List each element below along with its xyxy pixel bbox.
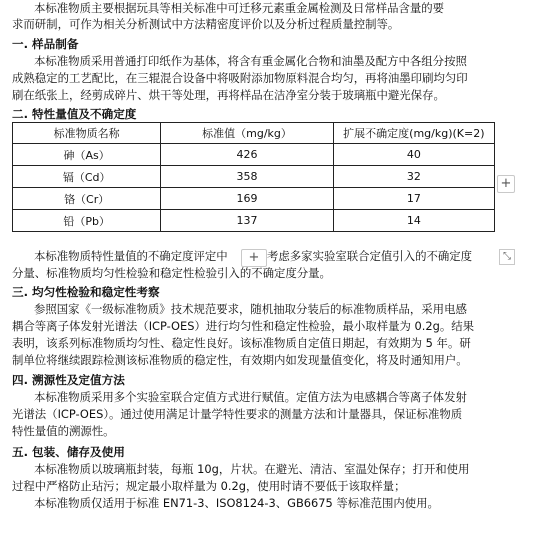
table-header-cell: 扩展不确定度(mg/kg)(K=2)	[333, 123, 494, 144]
section-1-line: 刷在纸张上，经剪成碎片、烘干等处理，再将样品在洁净室分装于玻璃瓶中避光保存。	[12, 88, 445, 102]
intro-line-2: 求而研制，可作为相关分析测试中方法精密度评价以及分析过程质量控制等。	[12, 17, 400, 31]
section-4-line: 特性量值的溯源性。	[12, 424, 115, 438]
table-cell-name: 砷（As）	[13, 144, 161, 166]
section-2-heading: 二. 特性量值及不确定度	[12, 107, 137, 121]
table-cell-name: 铬（Cr）	[13, 188, 161, 210]
add-column-button[interactable]: +	[497, 175, 515, 193]
section-1-heading: 一. 样品制备	[12, 37, 79, 51]
section-2-note-line-2: 分量、标准物质均匀性检验和稳定性检验引入的不确定度分量。	[12, 266, 331, 280]
table-cell-value: 358	[161, 166, 333, 188]
table-cell-uncertainty: 40	[333, 144, 494, 166]
table-header-cell: 标准物质名称	[13, 123, 161, 144]
section-2-note-line-1a: 本标准物质特性量值的不确定度评定中	[34, 249, 228, 263]
add-row-button[interactable]: +	[241, 249, 267, 267]
table-cell-uncertainty: 14	[333, 210, 494, 232]
intro-line-1: 本标准物质主要根据玩具等相关标准中可迁移元素重金属检测及日常样品含量的要	[34, 1, 445, 15]
section-3-line: 耦合等离子体发射光谱法（ICP-OES）进行均匀性和稳定性检验，最小取样量为 0.2g。结果	[12, 319, 475, 333]
table-cell-name: 镉（Cd）	[13, 166, 161, 188]
table-cell-name: 铅（Pb）	[13, 210, 161, 232]
section-5-line: 过程中严格防止玷污；规定最小取样量为 0.2g，使用时请不要低于该取样量；	[12, 479, 406, 493]
table-cell-value: 169	[161, 188, 333, 210]
section-5-line: 本标准物质以玻璃瓶封装，每瓶 10g，片状。在避光、清洁、室温处保存；打开和使用	[34, 462, 470, 476]
section-3-line: 表明，该系列标准物质均匀性、稳定性良好。该标准物质自定值日期起，有效期为 5 年。研	[12, 336, 471, 350]
table-cell-uncertainty: 32	[333, 166, 494, 188]
section-4-heading: 四. 溯源性及定值方法	[12, 373, 125, 387]
section-3-line: 制单位将继续跟踪检测该标准物质的稳定性，有效期内如发现量值变化，将及时通知用户。	[12, 353, 468, 367]
table-header-cell: 标准值（mg/kg）	[161, 123, 333, 144]
table-row	[13, 166, 495, 188]
section-3-heading: 三. 均匀性检验和稳定性考察	[12, 285, 160, 299]
standard-values-table	[12, 122, 495, 232]
section-4-line: 光谱法（ICP-OES）。通过使用满足计量学特性要求的测量方法和计量器具，保证标准物质	[12, 407, 463, 421]
section-4-line: 本标准物质采用多个实验室联合定值方式进行赋值。定值方法为电感耦合等离子体发射	[34, 390, 467, 404]
section-1-line: 本标准物质采用普通打印纸作为基体，将含有重金属化合物和油墨及配方中各组分按照	[34, 54, 467, 68]
section-3-line: 参照国家《一级标准物质》技术规范要求，随机抽取分装后的标准物质样品，采用电感	[34, 302, 467, 316]
section-1-line: 成熟稳定的工艺配比，在三辊混合设备中将吸附添加物原料混合均匀，再将油墨印刷均匀印	[12, 71, 468, 85]
table-cell-uncertainty: 17	[333, 188, 494, 210]
table-row	[13, 210, 495, 232]
table-resize-handle[interactable]: ⤡	[499, 249, 515, 265]
section-2-note-line-1b: 考虑多家实验室联合定值引入的不确定度	[267, 249, 473, 263]
table-row	[13, 144, 495, 166]
table-cell-value: 426	[161, 144, 333, 166]
section-5-heading: 五. 包装、储存及使用	[12, 445, 125, 459]
section-5-line: 本标准物质仅适用于标准 EN71-3、ISO8124-3、GB6675 等标准范围内使用。	[34, 496, 439, 510]
table-row	[13, 188, 495, 210]
table-cell-value: 137	[161, 210, 333, 232]
table-header-row	[13, 123, 495, 144]
